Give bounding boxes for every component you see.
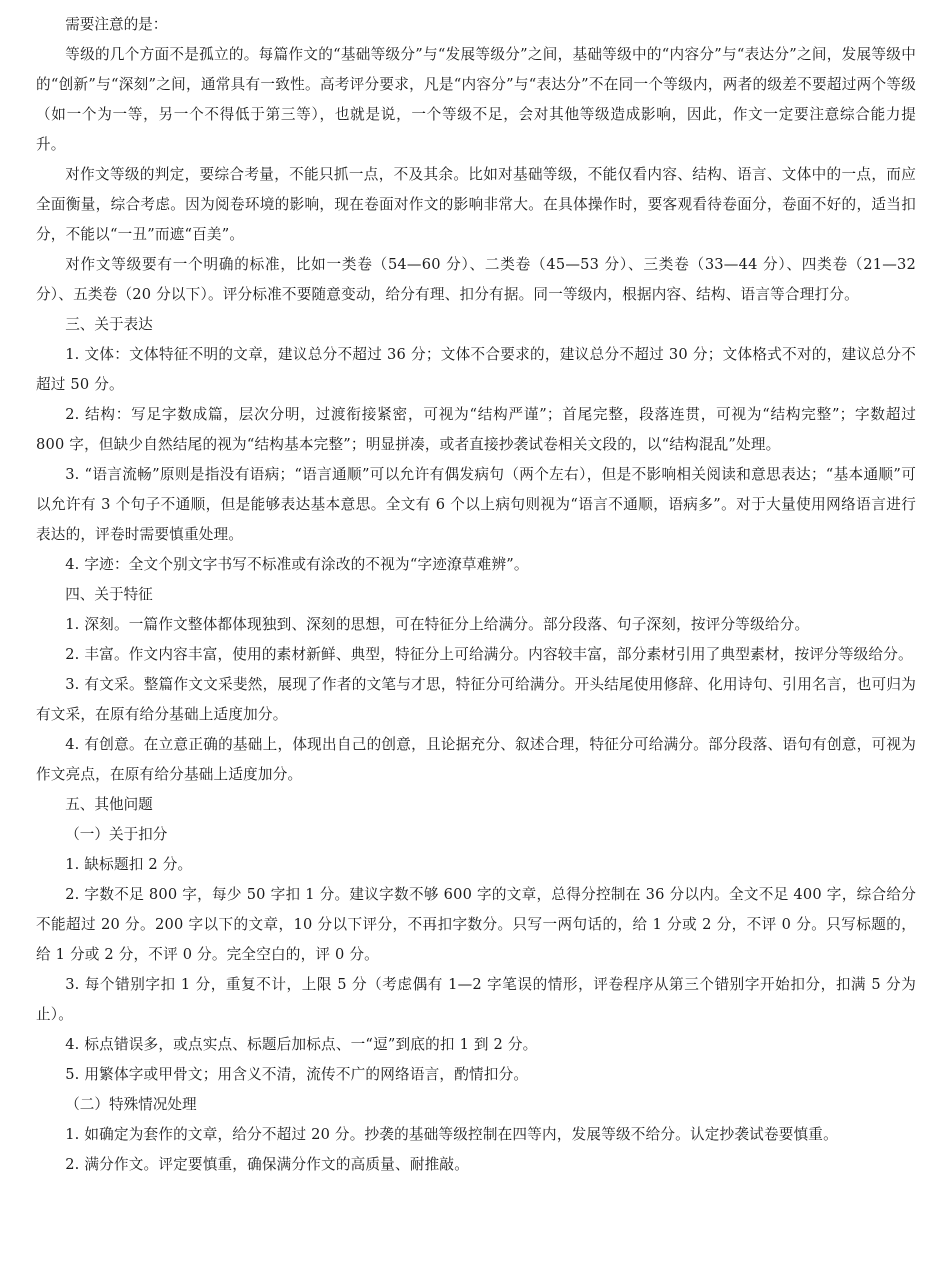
section-heading-expression: 三、关于表达 <box>65 316 153 333</box>
section-heading-other: 五、其他问题 <box>65 796 153 813</box>
list-item: 4. 字迹：全文个别文字书写不标准或有涂改的不视为“字迹潦草难辨”。 <box>65 556 529 573</box>
list-item: 1. 缺标题扣 2 分。 <box>65 856 193 873</box>
section-heading-features: 四、关于特征 <box>65 586 153 603</box>
paragraph-clear-standard: 对作文等级要有一个明确的标准，比如一类卷（54—60 分）、二类卷（45—53 分）、三类卷（33—44 分）、四类卷（21—32 分）、五类卷（20 分以下）。评分标准不要随意变动，给分有理、扣分有据。同一等级内，根据内容、结构、语言等合理打分。 <box>36 256 916 303</box>
subsection-heading-special-cases: （二）特殊情况处理 <box>65 1096 197 1113</box>
list-item: 2. 字数不足 800 字，每少 50 字扣 1 分。建议字数不够 600 字的文章，总得分控制在 36 分以内。全文不足 400 字，综合给分不能超过 20 分。200 字以下的文章，10 分以下评分，不再扣字数分。只写一两句话的，给 1 分或 2 分，不评 0 分。只写标题的，给 1 分或 2 分，不评 0 分。完全空白的，评 0 分。 <box>36 886 916 963</box>
list-item: 1. 深刻。一篇作文整体都体现独到、深刻的思想，可在特征分上给满分。部分段落、句子深刻，按评分等级给分。 <box>65 616 810 633</box>
list-item: 4. 有创意。在立意正确的基础上，体现出自己的创意，且论据充分、叙述合理，特征分可给满分。部分段落、语句有创意，可视为作文亮点，在原有给分基础上适度加分。 <box>36 736 916 783</box>
list-item: 4. 标点错误多，或点实点、标题后加标点、一“逗”到底的扣 1 到 2 分。 <box>65 1036 538 1053</box>
list-item: 5. 用繁体字或甲骨文；用含义不清，流传不广的网络语言，酌情扣分。 <box>65 1066 529 1083</box>
paragraph-comprehensive-judgment: 对作文等级的判定，要综合考量，不能只抓一点，不及其余。比如对基础等级，不能仅看内容、结构、语言、文体中的一点，而应全面衡量，综合考虑。因为阅卷环境的影响，现在卷面对作文的影响非常大。在具体操作时，要客观看待卷面分，卷面不好的，适当扣分，不能以“一丑”而遮“百美”。 <box>36 166 916 243</box>
intro-note: 需要注意的是： <box>65 16 168 33</box>
list-item: 3. 每个错别字扣 1 分，重复不计，上限 5 分（考虑偶有 1—2 字笔误的情形，评卷程序从第三个错别字开始扣分，扣满 5 分为止）。 <box>36 976 916 1023</box>
list-item: 3. 有文采。整篇作文文采斐然，展现了作者的文笔与才思，特征分可给满分。开头结尾使用修辞、化用诗句、引用名言，也可归为有文采，在原有给分基础上适度加分。 <box>36 676 916 723</box>
list-item: 3. “语言流畅”原则是指没有语病；“语言通顺”可以允许有偶发病句（两个左右），但是不影响相关阅读和意思表达；“基本通顺”可以允许有 3 个句子不通顺，但是能够表达基本意思。全文有 6 个以上病句则视为“语言不通顺，语病多”。对于大量使用网络语言进行表达的，评卷时需要慎重处理。 <box>36 466 916 543</box>
list-item: 1. 文体：文体特征不明的文章，建议总分不超过 36 分；文体不合要求的，建议总分不超过 30 分；文体格式不对的，建议总分不超过 50 分。 <box>36 346 916 393</box>
subsection-heading-deductions: （一）关于扣分 <box>65 826 168 843</box>
list-item: 2. 满分作文。评定要慎重，确保满分作文的高质量、耐推敲。 <box>65 1156 469 1173</box>
list-item: 2. 结构：写足字数成篇，层次分明，过渡衔接紧密，可视为“结构严谨”；首尾完整，段落连贯，可视为“结构完整”；字数超过 800 字，但缺少自然结尾的视为“结构基本完整”；明显拼凑，或者直接抄袭试卷相关文段的，以“结构混乱”处理。 <box>36 406 916 453</box>
list-item: 1. 如确定为套作的文章，给分不超过 20 分。抄袭的基础等级控制在四等内，发展等级不给分。认定抄袭试卷要慎重。 <box>65 1126 838 1143</box>
paragraph-levels-consistency: 等级的几个方面不是孤立的。每篇作文的“基础等级分”与“发展等级分”之间，基础等级中的“内容分”与“表达分”之间，发展等级中的“创新”与“深刻”之间，通常具有一致性。高考评分要求，凡是“内容分”与“表达分”不在同一个等级内，两者的级差不要超过两个等级（如一个为一等，另一个不得低于第三等），也就是说，一个等级不足，会对其他等级造成影响，因此，作文一定要注意综合能力提升。 <box>36 46 916 153</box>
list-item: 2. 丰富。作文内容丰富，使用的素材新鲜、典型，特征分上可给满分。内容较丰富，部分素材引用了典型素材，按评分等级给分。 <box>65 646 913 663</box>
